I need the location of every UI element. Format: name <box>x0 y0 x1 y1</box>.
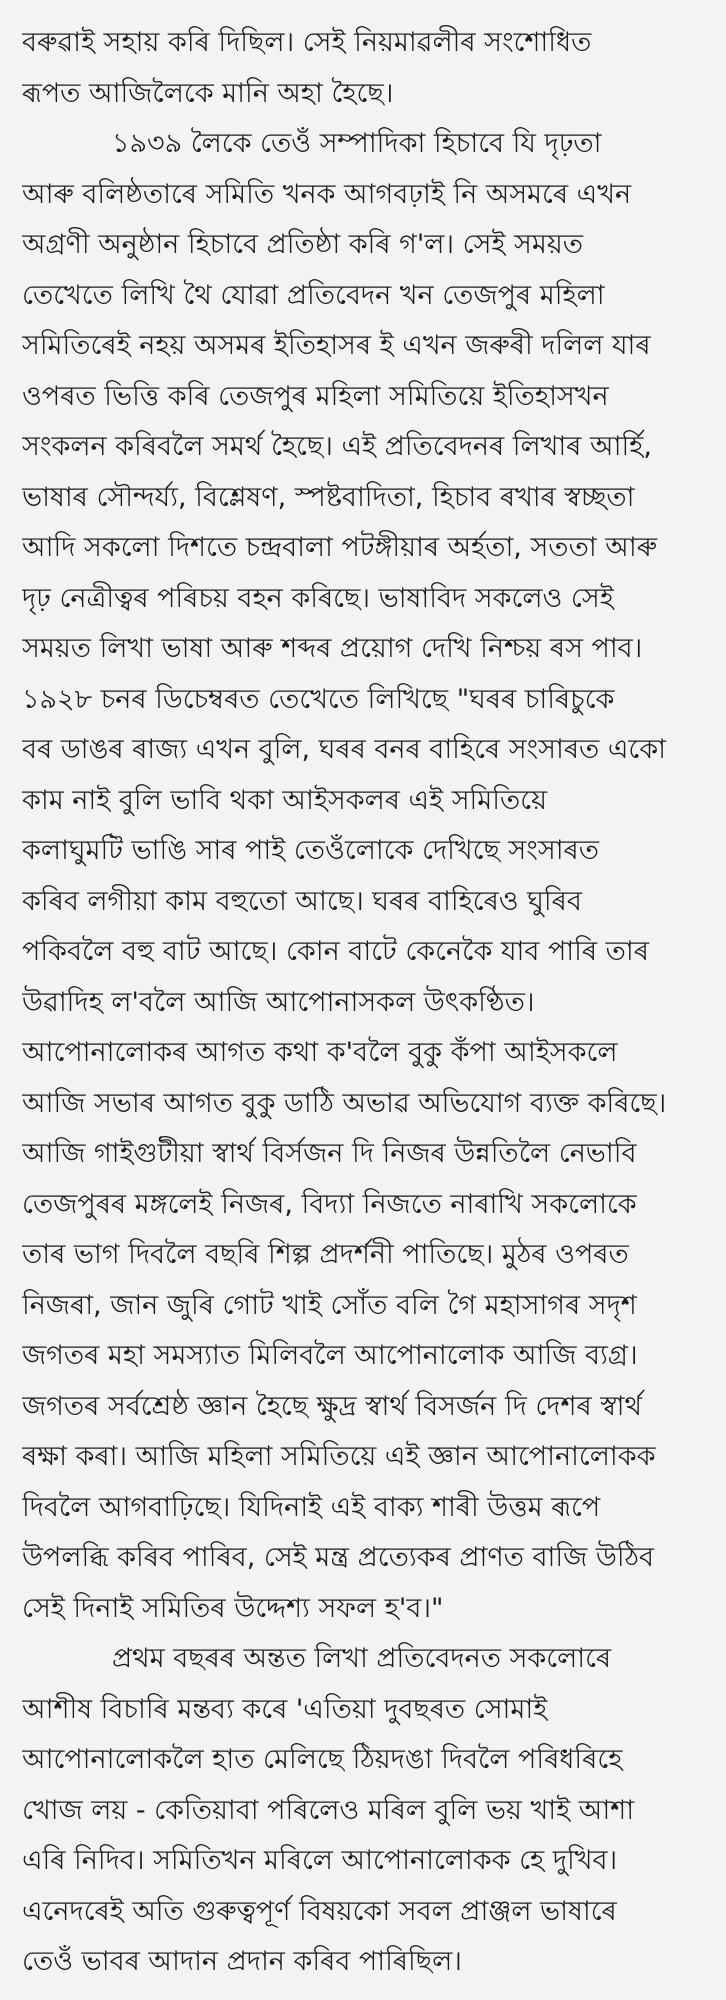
text-line: সংকলন কৰিবলৈ সমৰ্থ হৈছে। এই প্ৰতিবেদনৰ লিখাৰ আৰ্হি, <box>22 431 652 462</box>
text-line: এৰি নিদিব। সমিতিখন মৰিলে আপোনালোকক হে দুখিব। <box>22 1845 618 1876</box>
text-line: কলাঘুমটি ভাঙি সাৰ পাই তেওঁলোকে দেখিছে সংসাৰত <box>22 835 599 866</box>
text-line: ৰক্ষা কৰা। আজি মহিলা সমিতিয়ে এই জ্ঞান আপোনালোকক <box>22 1441 656 1472</box>
text-line: আৰু বলিষ্ঠতাৰে সমিতি খনক আগবঢ়াই নি অসমৰে এখন <box>22 178 632 210</box>
text-line: সেই দিনাই সমিতিৰ উদ্দেশ্য সফল হ'ব।" <box>22 1592 444 1624</box>
text-line: আশীষ বিচাৰি মন্তব্য কৰে 'এতিয়া দুবছৰত সোমাই <box>22 1693 548 1725</box>
text-line: তেওঁ ভাবৰ আদান প্ৰদান কৰিব পাৰিছিল। <box>22 1946 462 1977</box>
text-line: আজি সভাৰ আগত বুকু ডাঠি অভাৱ অভিযোগ ব্যক্ত কৰিছে। <box>22 1087 667 1119</box>
text-line: আপোনালোকৰ আগত কথা ক'বলৈ বুকু কঁপা আইসকলে <box>22 1037 618 1068</box>
text-line: আদি সকলো দিশতে চন্দ্ৰবালা পটঙ্গীয়াৰ অৰ্হতা, সততা আৰু <box>22 532 658 563</box>
text-line: ৰূপত আজিলৈকে মানি অহা হৈছে। <box>22 77 394 109</box>
text-line: বৰুৱাই সহায় কৰি দিছিল। সেই নিয়মাৱলীৰ সংশোধিত <box>22 27 592 58</box>
text-line: ১৯৩৯ লৈকে তেওঁ সম্পাদিকা হিচাবে যি দৃঢ়তা <box>112 128 602 159</box>
text-line: তেখেতে লিখি থৈ যোৱা প্ৰতিবেদন খন তেজপুৰ মহিলা <box>22 279 605 311</box>
text-line: প্ৰথম বছৰৰ অন্তত লিখা প্ৰতিবেদনত সকলোৰে <box>112 1643 612 1674</box>
text-line: তাৰ ভাগ দিবলৈ বছৰি শিল্প প্ৰদৰ্শনী পাতিছে। মুঠৰ ওপৰত <box>22 1239 629 1270</box>
text-line: ওপৰত ভিত্তি কৰি তেজপুৰ মহিলা সমিতিয়ে ইতিহাসখন <box>22 380 609 412</box>
text-line: এনেদৰেই অতি গুৰুত্বপূৰ্ণ বিষয়কো সবল প্ৰাঞ্জল ভাষাৰে <box>22 1895 617 1927</box>
text-line: তেজপুৰৰ মঙ্গলেই নিজৰ, বিদ্যা নিজতে নাৰাখি সকলোকে <box>22 1188 637 1220</box>
text-line: কাম নাই বুলি ভাবি থকা আইসকলৰ এই সমিতিয়ে <box>22 784 548 816</box>
text-line: অগ্ৰণী অনুষ্ঠান হিচাবে প্ৰতিষ্ঠা কৰি গ'ল। সেই সময়ত <box>22 229 584 260</box>
paragraph-1 <box>22 18 698 119</box>
text-line: দিবলৈ আগবাঢ়িছে। যিদিনাই এই বাক্য শাৰী উত্তম ৰূপে <box>22 1491 601 1523</box>
paragraph-2 <box>22 119 698 1634</box>
text-line: ১৯২৮ চনৰ ডিচেম্বৰত তেখেতে লিখিছে "ঘৰৰ চাৰিচুকে <box>22 683 615 715</box>
text-line: উপলব্ধি কৰিব পাৰিব, সেই মন্ত্ৰ প্ৰত্যেকৰ প্ৰাণত বাজি উঠিব <box>22 1542 655 1573</box>
text-line: সময়ত লিখা ভাষা আৰু শব্দৰ প্ৰয়োগ দেখি নিশ্চয় ৰস পাব। <box>22 633 643 664</box>
text-line: ভাষাৰ সৌন্দৰ্য্য, বিশ্লেষণ, স্পষ্টবাদিতা, হিচাব ৰখাৰ স্বচ্ছতা <box>22 481 635 513</box>
text-line: খোজ লয় - কেতিয়াবা পৰিলেও মৰিল বুলি ভয় খাই আশা <box>22 1794 635 1826</box>
paragraph-3 <box>22 1634 698 1988</box>
text-line: উৱাদিহ ল'বলৈ আজি আপোনাসকল উৎকণ্ঠিত। <box>22 986 535 1018</box>
text-line: জগতৰ সৰ্বশ্ৰেষ্ঠ জ্ঞান হৈছে ক্ষুদ্ৰ স্বাৰ্থ বিসৰ্জন দি দেশৰ স্বাৰ্থ <box>22 1390 642 1422</box>
text-line: আপোনালোকলৈ হাত মেলিছে ঠিয়দঙা দিবলৈ পৰিধৰিহে <box>22 1744 623 1775</box>
text-line: জগতৰ মহা সমস্যাত মিলিবলৈ আপোনালোক আজি ব্যগ্ৰ। <box>22 1340 638 1371</box>
text-line: বৰ ডাঙৰ ৰাজ্য এখন বুলি, ঘৰৰ বনৰ বাহিৰে সংসাৰত একো <box>22 734 666 765</box>
text-line: আজি গাইগুটীয়া স্বাৰ্থ বিৰ্সজন দি নিজৰ উন্নতিলৈ নেভাবি <box>22 1138 637 1169</box>
text-line: সমিতিৰেই নহয় অসমৰ ইতিহাসৰ ই এখন জৰুৰী দলিল যাৰ <box>22 330 651 361</box>
text-line: পকিবলৈ বহু বাট আছে। কোন বাটে কেনেকৈ যাব পাৰি তাৰ <box>22 936 649 967</box>
text-line: নিজৰা, জান জুৰি গোট খাই সোঁত বলি গৈ মহাসাগৰ সদৃশ <box>22 1289 637 1321</box>
text-line: দৃঢ় নেত্ৰীত্বৰ পৰিচয় বহন কৰিছে। ভাষাবিদ সকলেও সেই <box>22 582 614 614</box>
text-line: কৰিব লগীয়া কাম বহুতো আছে। ঘৰৰ বাহিৰেও ঘুৰিব <box>22 885 582 917</box>
